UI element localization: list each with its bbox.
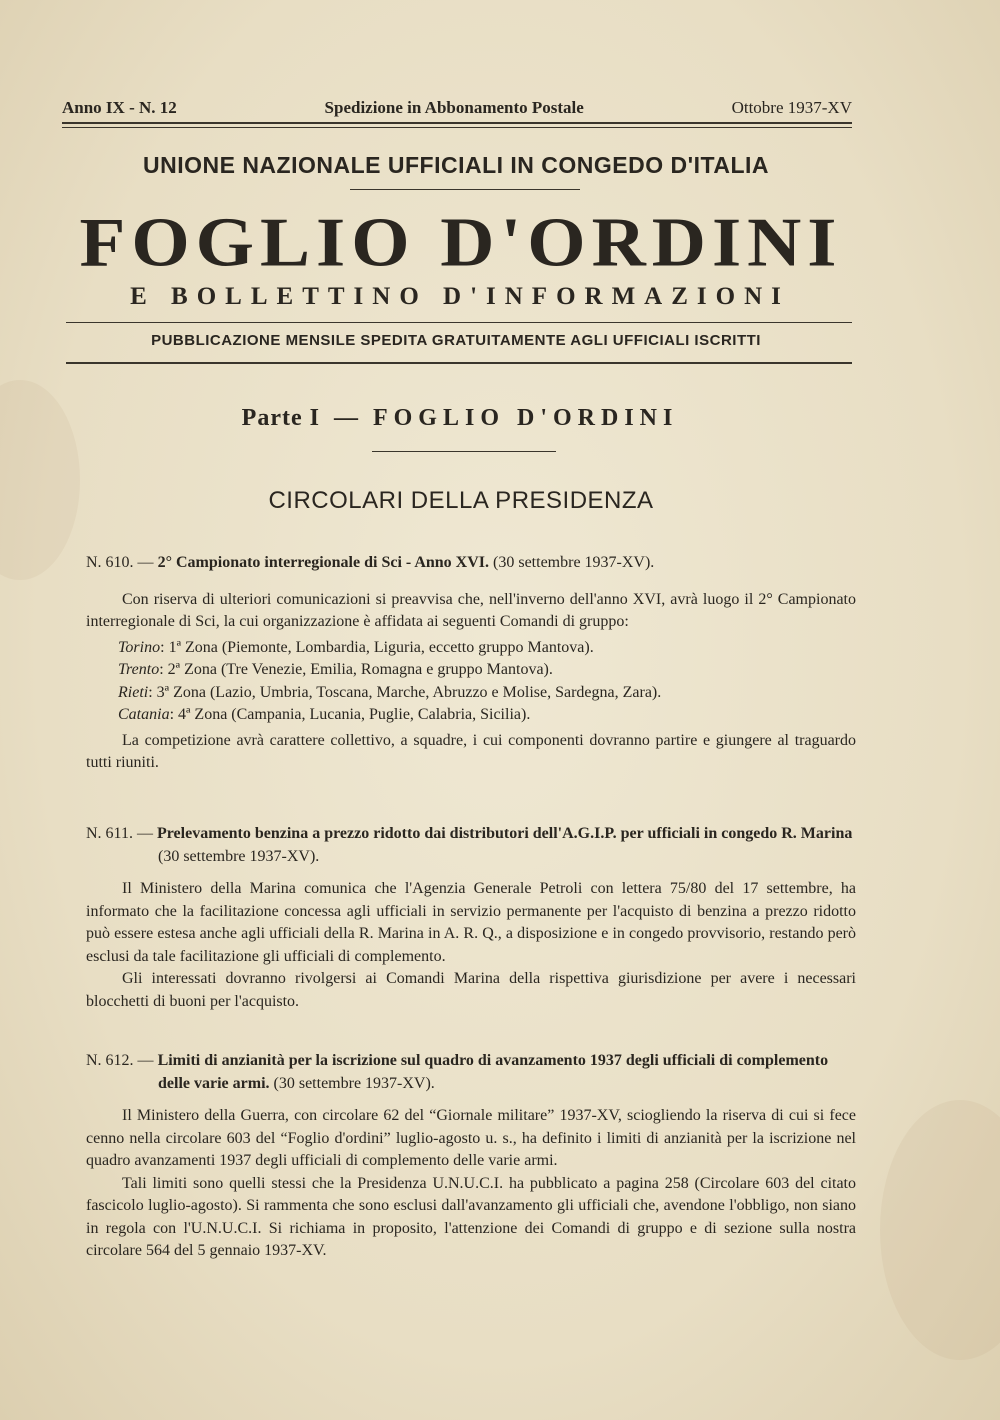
circular-paragraph: Con riserva di ulteriori comunicazioni si preavvisa che, nell'inverno dell'anno XVI, avrà luogo il 2° Campionato interregionale di Sci, la cui organizzazione è affidata ai seguenti Comandi di gruppo:	[86, 590, 856, 630]
circular-heading	[86, 1050, 856, 1095]
postal-note: Spedizione in Abbonamento Postale	[324, 98, 584, 117]
circular-number: N. 611. —	[86, 825, 153, 842]
zone-text: 2ª Zona (Tre Venezie, Emilia, Romagna e gruppo Mantova).	[167, 661, 553, 678]
masthead-subtitle: E BOLLETTINO D'INFORMAZIONI	[130, 283, 790, 310]
zone-city: Trento	[118, 661, 160, 678]
section-title: CIRCOLARI DELLA PRESIDENZA	[268, 487, 654, 514]
zone-text: 1ª Zona (Piemonte, Lombardia, Liguria, eccetto gruppo Mantova).	[168, 638, 594, 656]
divider	[372, 451, 556, 452]
organization-name: UNIONE NAZIONALE UFFICIALI IN CONGEDO D'ITALIA	[142, 152, 770, 178]
circular-title: 2° Campionato interregionale di Sci - Anno XVI.	[157, 554, 490, 571]
paper-stain	[880, 1100, 1000, 1360]
circular-number: N. 612. —	[86, 1052, 154, 1069]
circular-heading	[86, 823, 856, 868]
zone-text: 3ª Zona (Lazio, Umbria, Toscana, Marche, Abruzzo e Molise, Sardegna, Zara).	[156, 683, 662, 701]
part-label: Parte I	[241, 405, 320, 431]
part-dash: —	[333, 405, 359, 431]
circular-date: (30 settembre 1937-XV).	[158, 847, 320, 865]
zone-item: Rieti: 3ª Zona (Lazio, Umbria, Toscana, Marche, Abruzzo e Molise, Sardegna, Zara).	[118, 683, 662, 701]
circular-611	[86, 823, 856, 1013]
part-title: FOGLIO D'ORDINI	[372, 405, 679, 431]
circular-title: Prelevamento benzina a prezzo ridotto dai distributori dell'A.G.I.P. per ufficiali in congedo R. Marina	[156, 825, 853, 842]
part-heading	[0, 405, 920, 432]
circular-paragraph: Tali limiti sono quelli stessi che la Presidenza U.N.U.C.I. ha pubblicato a pagina 258 (Circolare 603 del citato fascicolo luglio-agosto). Si rammenta che sono esclusi dall'avanzamento gli ufficiali che, avendone l'obbligo, non siano in regola con l'U.N.U.C.I. Si richiama in proposito, l'attenzione dei Comandi di gruppo e di sezione sulla nostra circolare 564 del 5 gennaio 1937-XV.	[86, 1174, 856, 1259]
circular-610	[86, 552, 856, 775]
circular-title: Limiti di anzianità per la iscrizione sul quadro di avanzamento 1937 degli ufficiali di complemento delle varie armi.	[157, 1052, 829, 1092]
publication-note: PUBBLICAZIONE MENSILE SPEDITA GRATUITAMENTE AGLI UFFICIALI ISCRITTI	[151, 332, 761, 349]
circular-paragraph: Il Ministero della Guerra, con circolare 62 del “Giornale militare” 1937-XV, sciogliendo la riserva di cui si fece cenno nella circolare 603 del “Foglio d'ordini” luglio-agosto u. s., ha definito i limiti di anzianità per la iscrizione nel quadro avanzamenti 1937 degli ufficiali di complemento delle varie armi.	[86, 1107, 856, 1169]
issue-number: Anno IX - N. 12	[62, 98, 177, 117]
circular-612	[86, 1050, 856, 1263]
circular-number: N. 610. —	[86, 554, 154, 571]
circular-heading	[86, 552, 856, 575]
zone-item: Torino: 1ª Zona (Piemonte, Lombardia, Liguria, eccetto gruppo Mantova).	[118, 638, 594, 656]
issue-date: Ottobre 1937-XV	[731, 98, 852, 117]
masthead-title: FOGLIO D'ORDINI	[79, 203, 843, 282]
zone-text: 4ª Zona (Campania, Lucania, Puglie, Calabria, Sicilia).	[178, 706, 531, 723]
circular-paragraph: Gli interessati dovranno rivolgersi ai Comandi Marina della rispettiva giurisdizione per avere i necessari blocchetti di buoni per l'acquisto.	[86, 970, 856, 1010]
header-rule	[62, 122, 852, 124]
circular-paragraph: La competizione avrà carattere collettivo, a squadre, i cui componenti dovranno partire e giungere al traguardo tutti riuniti.	[86, 731, 856, 771]
header-rule	[62, 127, 852, 128]
zone-city: Rieti	[118, 683, 149, 701]
zone-city: Catania	[118, 706, 170, 723]
zone-city: Torino	[118, 638, 161, 656]
divider	[350, 189, 580, 190]
circular-date: (30 settembre 1937-XV).	[273, 1074, 435, 1092]
masthead-rule	[66, 362, 852, 364]
zone-item: Trento: 2ª Zona (Tre Venezie, Emilia, Romagna e gruppo Mantova).	[118, 661, 553, 678]
zone-item: Catania: 4ª Zona (Campania, Lucania, Puglie, Calabria, Sicilia).	[118, 706, 531, 723]
circular-date: (30 settembre 1937-XV).	[493, 554, 655, 571]
masthead-rule	[66, 322, 852, 323]
issue-header	[62, 98, 852, 118]
circular-paragraph: Il Ministero della Marina comunica che l'Agenzia Generale Petroli con lettera 75/80 del 17 settembre, ha informato che la facilitazione concessa agli ufficiali in servizio permanente per l'acquisto di benzina a prezzo ridotto può essere estesa anche agli ufficiali della R. Marina in A. R. Q., a disposizione e in congedo provvisorio, restando però esclusi da tale facilitazione gli ufficiali di complemento.	[86, 880, 856, 965]
